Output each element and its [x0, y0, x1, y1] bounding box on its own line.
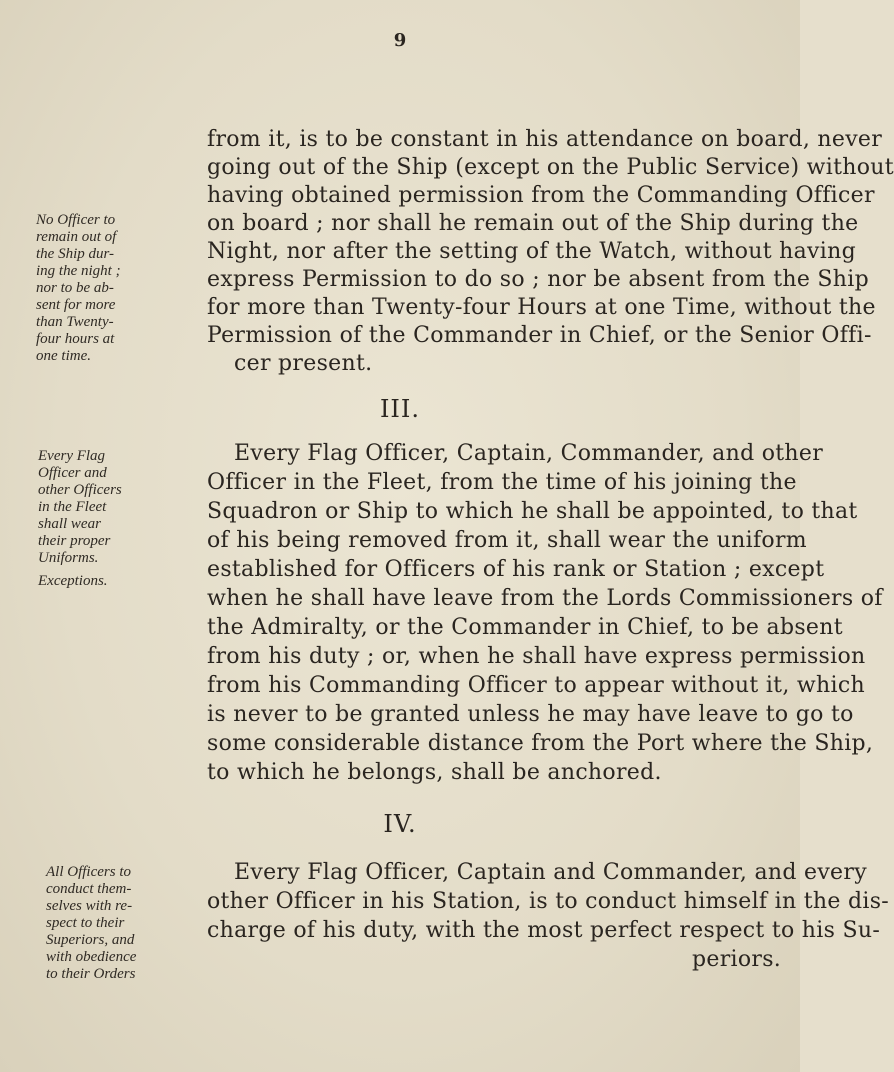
text-line: Permission of the Commander in Chief, or the Senior Offi- [207, 323, 872, 348]
text-line: Officer in the Fleet, from the time of his joining the [207, 470, 797, 495]
text-line: going out of the Ship (except on the Public Service) without [207, 155, 894, 180]
page-number: 9 [393, 30, 407, 51]
text-line: from it, is to be constant in his attendance on board, never [207, 127, 883, 152]
text-line: is never to be granted unless he may have leave to go to [207, 702, 854, 727]
margin-line: their proper [38, 533, 111, 549]
text-line: from his Commanding Officer to appear without it, which [207, 673, 865, 698]
text-line: Every Flag Officer, Captain, Commander, and other [234, 441, 824, 466]
text-line: cer present. [234, 351, 373, 376]
margin-line: than Twenty- [36, 314, 114, 330]
text-line: from his duty ; or, when he shall have express permission [207, 644, 866, 669]
section-heading-4: IV. [383, 810, 417, 838]
margin-line: All Officers to [46, 864, 131, 880]
margin-line: Officer and [38, 465, 107, 481]
text-line: Every Flag Officer, Captain and Commander, and every [234, 860, 867, 885]
margin-line: shall wear [38, 516, 101, 532]
margin-line: Every Flag [38, 448, 106, 464]
margin-line: No Officer to [36, 212, 116, 228]
margin-line: remain out of [36, 229, 117, 245]
section-heading-3: III. [379, 395, 421, 423]
text-line: for more than Twenty-four Hours at one Time, without the [207, 295, 876, 320]
text-line: having obtained permission from the Commanding Officer [207, 183, 875, 208]
margin-line: sent for more [36, 297, 116, 313]
margin-line: Uniforms. [38, 550, 99, 566]
margin-line: ing the night ; [36, 263, 121, 279]
text-line: periors. [692, 947, 782, 972]
text-line: to which he belongs, shall be anchored. [207, 760, 662, 785]
margin-line: conduct them- [46, 881, 132, 897]
margin-line: other Officers [38, 482, 122, 498]
margin-line: Superiors, and [46, 932, 135, 948]
text-line: on board ; nor shall he remain out of the Ship during the [207, 211, 859, 236]
text-line: the Admiralty, or the Commander in Chief, to be absent [207, 615, 843, 640]
margin-line: nor to be ab- [36, 280, 114, 296]
margin-line: four hours at [36, 331, 115, 347]
text-line: charge of his duty, with the most perfect respect to his Su- [207, 918, 881, 943]
margin-line: to their Orders [46, 966, 136, 982]
margin-line: the Ship dur- [36, 246, 115, 262]
margin-line: spect to their [46, 915, 125, 931]
text-line: other Officer in his Station, is to conduct himself in the dis- [207, 889, 890, 914]
margin-line: in the Fleet [38, 499, 107, 515]
text-line: of his being removed from it, shall wear the uniform [207, 528, 807, 553]
margin-line: with obedience [46, 949, 137, 965]
text-line: some considerable distance from the Port where the Ship, [207, 731, 874, 756]
text-line: when he shall have leave from the Lords Commissioners of [207, 586, 883, 611]
text-line: Night, nor after the setting of the Watch, without having [207, 239, 856, 264]
text-line: Squadron or Ship to which he shall be appointed, to that [207, 499, 858, 524]
margin-line: one time. [36, 348, 91, 364]
text-line: established for Officers of his rank or Station ; except [207, 557, 825, 582]
text-line: express Permission to do so ; nor be absent from the Ship [207, 267, 869, 292]
margin-line: Exceptions. [38, 573, 108, 589]
margin-line: selves with re- [46, 898, 133, 914]
